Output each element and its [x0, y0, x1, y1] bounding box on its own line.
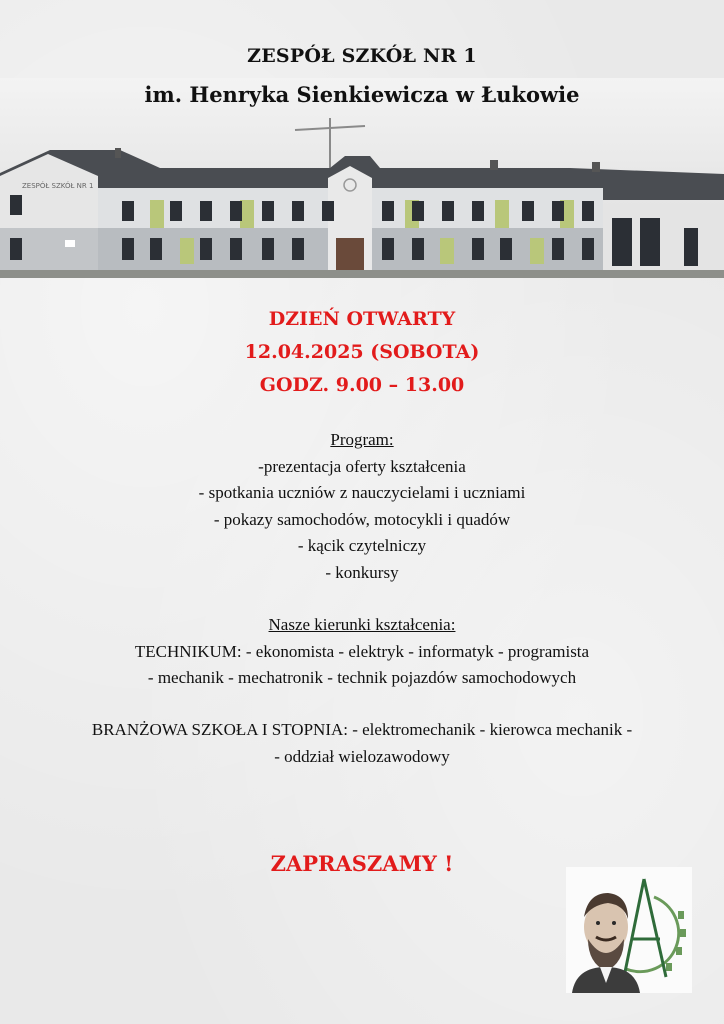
event-date: 12.04.2025 (SOBOTA) — [244, 341, 480, 363]
event-name: DZIEŃ OTWARTY — [268, 308, 456, 330]
directions-section — [0, 612, 724, 692]
program-item: -prezentacja oferty kształcenia — [258, 456, 466, 476]
closing-invitation: ZAPRASZAMY ! — [270, 851, 454, 876]
school-building-photo — [0, 78, 724, 278]
branzowa-line: BRANŻOWA SZKOŁA I STOPNIA: - elektromechanik - kierowca mechanik - — [91, 720, 633, 739]
building-sign-text: ZESPÓŁ SZKÓŁ NR 1 — [22, 182, 94, 190]
program-section — [0, 427, 724, 586]
program-heading: Program: — [330, 430, 394, 449]
technikum-line: TECHNIKUM: - ekonomista - elektryk - informatyk - programista — [134, 641, 590, 661]
program-item: - kącik czytelniczy — [297, 536, 427, 555]
school-name: ZESPÓŁ SZKÓŁ NR 1 — [247, 45, 477, 67]
directions-heading: Nasze kierunki kształcenia: — [268, 615, 456, 634]
technikum-line: - mechanik - mechatronik - technik pojazdów samochodowych — [147, 668, 577, 687]
patron-portrait-emblem — [566, 867, 692, 993]
branzowa-section — [0, 717, 724, 770]
branzowa-line: - oddział wielozawodowy — [274, 746, 450, 766]
program-item: - konkursy — [325, 562, 399, 582]
program-item: - spotkania uczniów z nauczycielami i uczniami — [198, 483, 526, 502]
program-item: - pokazy samochodów, motocykli i quadów — [213, 509, 511, 529]
school-patron: im. Henryka Sienkiewicza w Łukowie — [144, 82, 580, 107]
event-hours: GODZ. 9.00 – 13.00 — [259, 374, 465, 396]
